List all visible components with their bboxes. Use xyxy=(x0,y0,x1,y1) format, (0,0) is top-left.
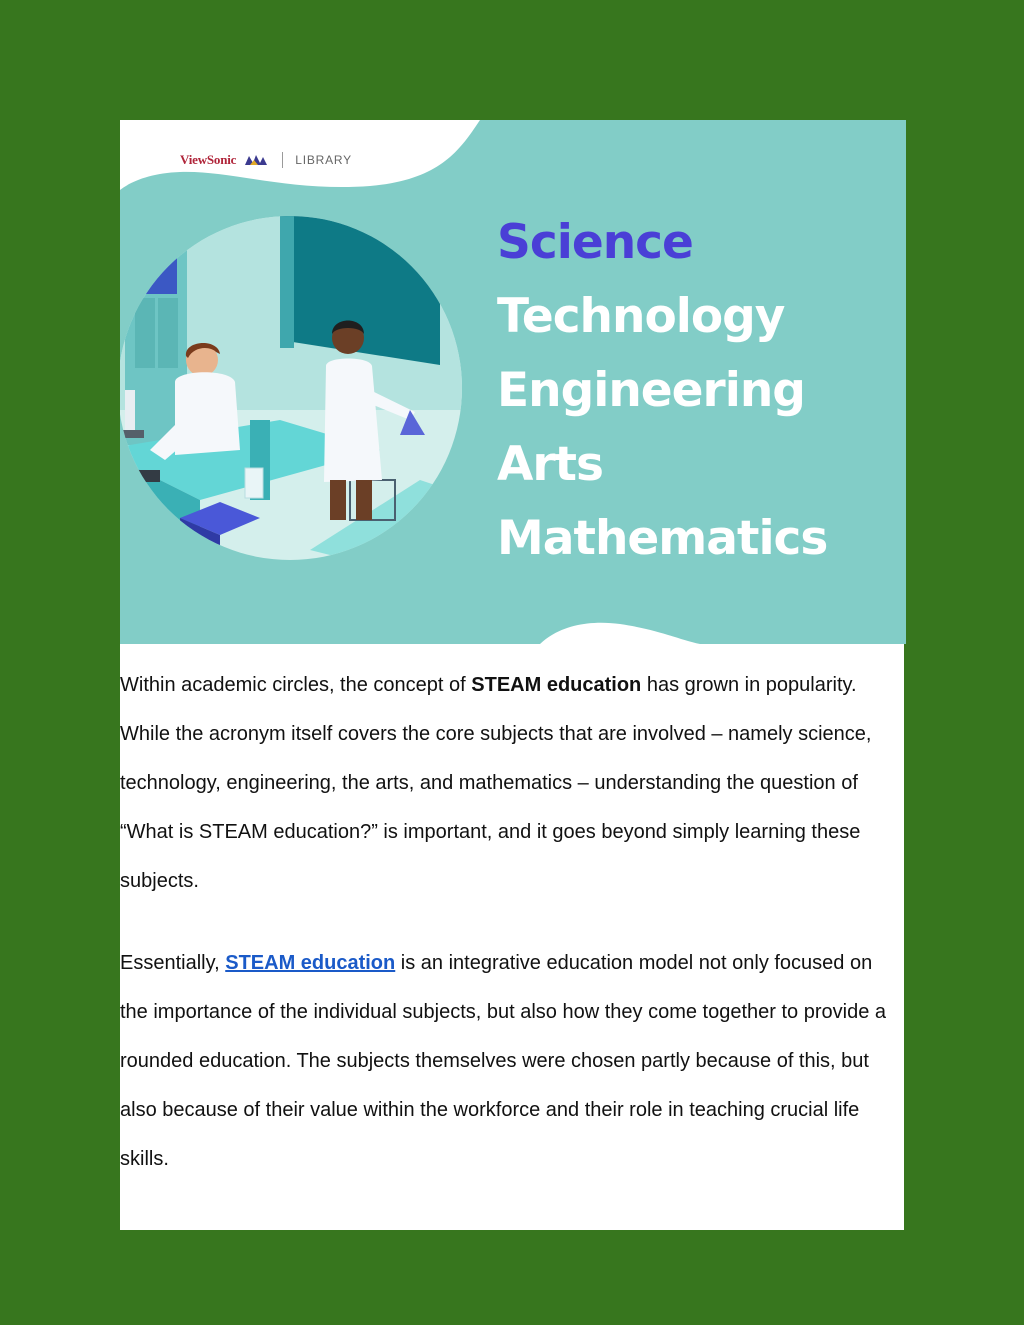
steam-education-bold: STEAM education xyxy=(471,674,642,696)
subject-technology: Technology xyxy=(497,289,785,344)
steam-education-link[interactable]: STEAM education xyxy=(225,952,396,974)
library-label: LIBRARY xyxy=(295,153,352,167)
subject-arts: Arts xyxy=(497,437,603,492)
bird-logo-icon xyxy=(244,153,268,167)
viewsonic-library-logo xyxy=(180,152,352,168)
paragraph-1: Within academic circles, the concept of STEAM education has grown in popularity. While the acronym itself covers the core subjects that are involved – namely science, technology, engineering, the arts, and mathematics – understanding the question of “What is STEAM education?” is important, and it goes beyond simply learning these subjects. xyxy=(120,674,872,892)
paragraph-2: Essentially, STEAM education is an integrative education model not only focused on the importance of the individual subjects, but also how they come together to provide a rounded education. The subjects themselves were chosen partly because of this, but also because of their value within the workforce and their role in teaching crucial life skills. xyxy=(120,952,887,1170)
subject-science: Science xyxy=(497,215,693,270)
article-body xyxy=(120,661,904,1217)
steam-subjects-list xyxy=(497,206,827,576)
viewsonic-brand: ViewSonic xyxy=(180,152,237,167)
subject-engineering: Engineering xyxy=(497,363,805,418)
subject-mathematics: Mathematics xyxy=(497,511,828,566)
steam-banner xyxy=(120,120,906,644)
document-page xyxy=(120,120,904,1230)
logo-separator xyxy=(282,152,283,168)
